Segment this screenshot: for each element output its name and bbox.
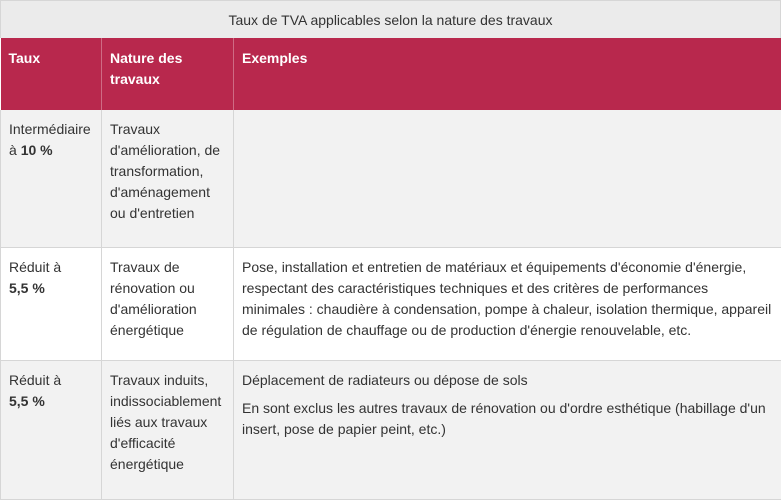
header-nature: Nature des travaux xyxy=(102,38,234,110)
exemples-text: Déplacement de radiateurs ou dépose de sols xyxy=(242,370,773,391)
exemples-text: Pose, installation et entretien de matériaux et équipements d'économie d'énergie, respectant des caractéristiques techniques et des critères de performances minimales : chaudière à condensation, pompe à chaleur, isolation thermique, appareil de régulation de chauffage ou de production d'énergie renouvelable, etc. xyxy=(242,257,773,341)
header-taux: Taux xyxy=(1,38,102,110)
cell-taux xyxy=(1,360,102,499)
cell-taux xyxy=(1,247,102,360)
exemples-exclusion-text: En sont exclus les autres travaux de rénovation ou d'ordre esthétique (habillage d'un insert, pose de papier peint, etc.) xyxy=(242,398,773,440)
table-header-row xyxy=(1,38,781,110)
taux-prefix: Réduit à xyxy=(9,372,61,388)
taux-value: 10 % xyxy=(21,142,53,158)
table-row xyxy=(1,110,781,247)
table-row xyxy=(1,247,781,360)
cell-exemples xyxy=(234,110,781,247)
cell-nature: Travaux d'amélioration, de transformation, d'aménagement ou d'entretien xyxy=(102,110,234,247)
cell-nature: Travaux induits, indissociablement liés aux travaux d'efficacité énergétique xyxy=(102,360,234,499)
taux-prefix: Intermédiaire à xyxy=(9,121,91,158)
cell-nature: Travaux de rénovation ou d'amélioration énergétique xyxy=(102,247,234,360)
taux-value: 5,5 % xyxy=(9,393,45,409)
vat-rates-table xyxy=(0,38,781,500)
taux-value: 5,5 % xyxy=(9,280,45,296)
table-row xyxy=(1,360,781,499)
cell-exemples xyxy=(234,247,781,360)
cell-exemples xyxy=(234,360,781,499)
taux-prefix: Réduit à xyxy=(9,259,61,275)
table-caption: Taux de TVA applicables selon la nature des travaux xyxy=(0,0,781,38)
cell-taux xyxy=(1,110,102,247)
header-exemples: Exemples xyxy=(234,38,781,110)
